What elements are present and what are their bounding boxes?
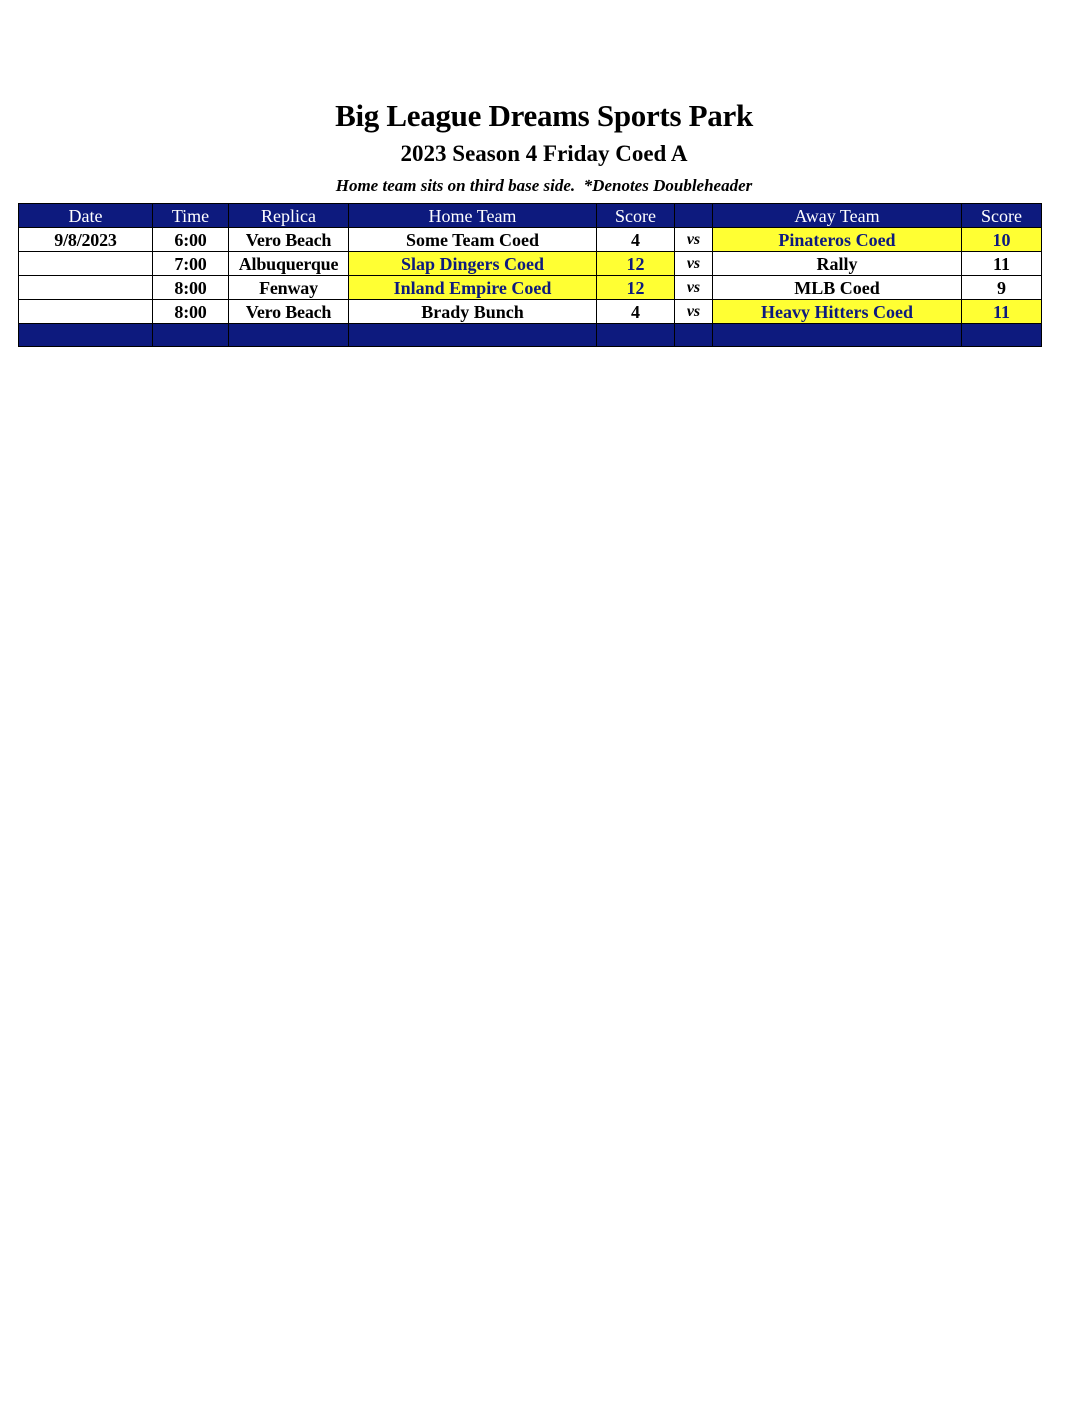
footer-cell bbox=[675, 324, 713, 347]
away-team: Heavy Hitters Coed bbox=[713, 300, 962, 324]
footer-cell bbox=[962, 324, 1042, 347]
game-time: 7:00 bbox=[153, 252, 229, 276]
home-team: Some Team Coed bbox=[349, 228, 597, 252]
note-doubleheader: *Denotes Doubleheader bbox=[583, 176, 753, 195]
column-header-home-score: Score bbox=[597, 204, 675, 228]
vs-label: vs bbox=[675, 228, 713, 252]
game-time: 8:00 bbox=[153, 300, 229, 324]
away-score: 11 bbox=[962, 300, 1042, 324]
game-replica: Albuquerque bbox=[229, 252, 349, 276]
game-date bbox=[19, 300, 153, 324]
game-time: 6:00 bbox=[153, 228, 229, 252]
vs-label: vs bbox=[675, 276, 713, 300]
table-row bbox=[19, 300, 1042, 324]
vs-label: vs bbox=[675, 252, 713, 276]
home-team: Brady Bunch bbox=[349, 300, 597, 324]
table-row bbox=[19, 276, 1042, 300]
column-header-away-score: Score bbox=[962, 204, 1042, 228]
game-replica: Vero Beach bbox=[229, 300, 349, 324]
home-score: 12 bbox=[597, 276, 675, 300]
column-header-vs bbox=[675, 204, 713, 228]
schedule-note bbox=[0, 176, 1088, 196]
column-header-away-team: Away Team bbox=[713, 204, 962, 228]
footer-cell bbox=[713, 324, 962, 347]
home-score: 4 bbox=[597, 228, 675, 252]
game-time: 8:00 bbox=[153, 276, 229, 300]
game-replica: Vero Beach bbox=[229, 228, 349, 252]
away-team: Pinateros Coed bbox=[713, 228, 962, 252]
column-header-replica: Replica bbox=[229, 204, 349, 228]
home-team: Inland Empire Coed bbox=[349, 276, 597, 300]
footer-cell bbox=[153, 324, 229, 347]
table-header-row bbox=[19, 204, 1042, 228]
away-team: Rally bbox=[713, 252, 962, 276]
column-header-home-team: Home Team bbox=[349, 204, 597, 228]
game-replica: Fenway bbox=[229, 276, 349, 300]
column-header-time: Time bbox=[153, 204, 229, 228]
away-score: 9 bbox=[962, 276, 1042, 300]
away-team: MLB Coed bbox=[713, 276, 962, 300]
game-date bbox=[19, 252, 153, 276]
table-row bbox=[19, 228, 1042, 252]
footer-cell bbox=[349, 324, 597, 347]
table-row bbox=[19, 252, 1042, 276]
away-score: 10 bbox=[962, 228, 1042, 252]
away-score: 11 bbox=[962, 252, 1042, 276]
home-team: Slap Dingers Coed bbox=[349, 252, 597, 276]
footer-cell bbox=[597, 324, 675, 347]
home-score: 12 bbox=[597, 252, 675, 276]
home-score: 4 bbox=[597, 300, 675, 324]
footer-cell bbox=[19, 324, 153, 347]
vs-label: vs bbox=[675, 300, 713, 324]
game-date bbox=[19, 276, 153, 300]
column-header-date: Date bbox=[19, 204, 153, 228]
note-home-team: Home team sits on third base side. bbox=[335, 176, 576, 195]
schedule-table bbox=[18, 203, 1042, 347]
table-footer-row bbox=[19, 324, 1042, 347]
page-title: Big League Dreams Sports Park bbox=[335, 98, 753, 133]
game-date: 9/8/2023 bbox=[19, 228, 153, 252]
page-subtitle: 2023 Season 4 Friday Coed A bbox=[400, 141, 688, 166]
footer-cell bbox=[229, 324, 349, 347]
